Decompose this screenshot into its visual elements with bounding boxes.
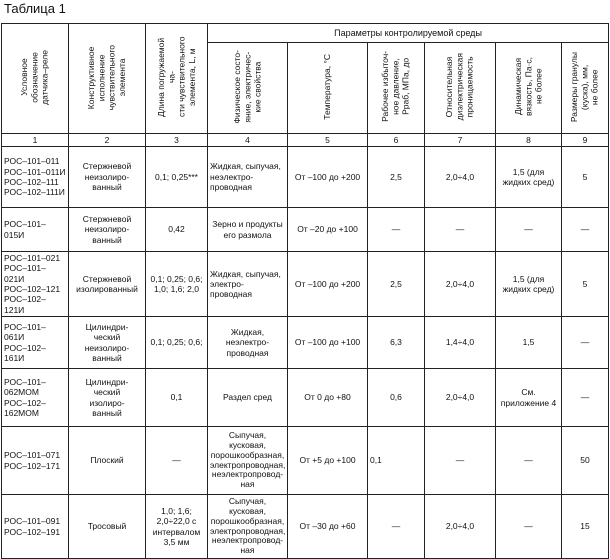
cell-designation: РОС–101–071 РОС–102–171	[2, 427, 69, 495]
table-row	[2, 147, 609, 208]
column-number: 1	[2, 134, 69, 147]
parameters-table	[1, 23, 609, 559]
column-number: 7	[425, 134, 496, 147]
cell-viscosity: —	[496, 495, 562, 559]
table-row	[2, 208, 609, 252]
cell-viscosity: См. приложение 4	[496, 369, 562, 427]
table-row	[2, 427, 609, 495]
column-number: 5	[288, 134, 368, 147]
cell-permittivity: 2,0÷4,0	[425, 252, 496, 317]
cell-granule-size: 50	[562, 427, 609, 495]
column-numbers-row	[2, 134, 609, 147]
cell-permittivity: 2,0÷4,0	[425, 147, 496, 208]
cell-viscosity: 1,5	[496, 317, 562, 369]
cell-design: Цилиндри- ческий неизолиро- ванный	[69, 317, 146, 369]
cell-design: Стержневой неизолиро- ванный	[69, 147, 146, 208]
cell-granule-size: 5	[562, 252, 609, 317]
header-designation: Условное обозначение датчика–реле	[2, 24, 69, 134]
header-length: Длина погружаемой ча- сти чувствительного элемента, L, м	[146, 24, 208, 134]
cell-temperature: От +5 до +100	[288, 427, 368, 495]
cell-temperature: От –100 до +200	[288, 252, 368, 317]
cell-designation: РОС–101–061И РОС–102–161И	[2, 317, 69, 369]
header-permittivity: Относительная диэлектрическая проницаемость	[425, 43, 496, 134]
column-number: 9	[562, 134, 609, 147]
cell-pressure: —	[368, 495, 425, 559]
table-row	[2, 317, 609, 369]
column-number: 6	[368, 134, 425, 147]
cell-viscosity: —	[496, 427, 562, 495]
table-row	[2, 369, 609, 427]
table-caption: Таблица 1	[4, 1, 66, 16]
cell-design: Стержневой неизолиро- ванный	[69, 208, 146, 252]
header-temperature: Температура, °С	[288, 43, 368, 134]
cell-designation: РОС–101–091 РОС–102–191	[2, 495, 69, 559]
cell-temperature: От 0 до +80	[288, 369, 368, 427]
cell-granule-size: —	[562, 317, 609, 369]
header-viscosity: Динамическая вязкость, Па·с, не более	[496, 43, 562, 134]
cell-pressure: 2,5	[368, 252, 425, 317]
column-number: 8	[496, 134, 562, 147]
cell-permittivity: —	[425, 208, 496, 252]
cell-length: 0,1	[146, 369, 208, 427]
column-number: 3	[146, 134, 208, 147]
cell-state: Зерно и продукты его размола	[208, 208, 288, 252]
cell-permittivity: —	[425, 427, 496, 495]
cell-state: Жидкая, сыпучая, неэлектро- проводная	[208, 147, 288, 208]
column-number: 2	[69, 134, 146, 147]
cell-viscosity: 1,5 (для жидких сред)	[496, 147, 562, 208]
table-row	[2, 252, 609, 317]
cell-temperature: От –30 до +60	[288, 495, 368, 559]
cell-state: Сыпучая, кусковая, порошкообразная, электропроводная, неэлектропровод- ная	[208, 495, 288, 559]
cell-granule-size: —	[562, 208, 609, 252]
cell-pressure: 2,5	[368, 147, 425, 208]
cell-designation: РОС–101– 062МОМ РОС–102– 162МОМ	[2, 369, 69, 427]
cell-designation: РОС–101–015И	[2, 208, 69, 252]
cell-temperature: От –100 до +100	[288, 317, 368, 369]
cell-state: Жидкая, сыпучая, электро- проводная	[208, 252, 288, 317]
cell-pressure: 0,1	[368, 427, 425, 495]
cell-permittivity: 1,4÷4,0	[425, 317, 496, 369]
cell-permittivity: 2,0÷4,0	[425, 495, 496, 559]
cell-viscosity: —	[496, 208, 562, 252]
header-granule-size: Размеры гранулы (куска), мм, не более	[562, 43, 609, 134]
cell-temperature: От –20 до +100	[288, 208, 368, 252]
table-row	[2, 495, 609, 559]
cell-temperature: От –100 до +200	[288, 147, 368, 208]
cell-state: Жидкая, неэлектро- проводная	[208, 317, 288, 369]
cell-design: Стержневой изолированный	[69, 252, 146, 317]
column-number: 4	[208, 134, 288, 147]
header-design: Конструктивное исполнение чувствительного элемента	[69, 24, 146, 134]
cell-pressure: 0,6	[368, 369, 425, 427]
cell-state: Раздел сред	[208, 369, 288, 427]
cell-length: 0,1; 0,25; 0,6; 1,0; 1,6; 2,0	[146, 252, 208, 317]
cell-design: Плоский	[69, 427, 146, 495]
cell-designation: РОС–101–011 РОС–101–011И РОС–102–111 РОС–102–111И	[2, 147, 69, 208]
header-pressure: Рабочее избыточ- ное давление, Pраб, МПа, до	[368, 43, 425, 134]
cell-length: 0,1; 0,25; 0,6;	[146, 317, 208, 369]
cell-designation: РОС–101–021 РОС–101–021И РОС–102–121 РОС–102–121И	[2, 252, 69, 317]
header-group-params: Параметры контролируемой среды	[208, 24, 609, 43]
cell-permittivity: 2,0÷4,0	[425, 369, 496, 427]
cell-design: Тросовый	[69, 495, 146, 559]
cell-pressure: 6,3	[368, 317, 425, 369]
header-state: Физическое состо- яние, электричес- кие свойства	[208, 43, 288, 134]
cell-granule-size: 5	[562, 147, 609, 208]
cell-state: Сыпучая, кусковая, порошкообразная, электропроводная, неэлектропровод- ная	[208, 427, 288, 495]
cell-granule-size: 15	[562, 495, 609, 559]
cell-length: —	[146, 427, 208, 495]
cell-granule-size: —	[562, 369, 609, 427]
cell-viscosity: 1,5 (для жидких сред)	[496, 252, 562, 317]
cell-pressure: —	[368, 208, 425, 252]
cell-length: 1,0; 1,6; 2,0÷22,0 с интервалом 3,5 мм	[146, 495, 208, 559]
cell-design: Цилиндри- ческий изолиро- ванный	[69, 369, 146, 427]
cell-length: 0,1; 0,25***	[146, 147, 208, 208]
cell-length: 0,42	[146, 208, 208, 252]
